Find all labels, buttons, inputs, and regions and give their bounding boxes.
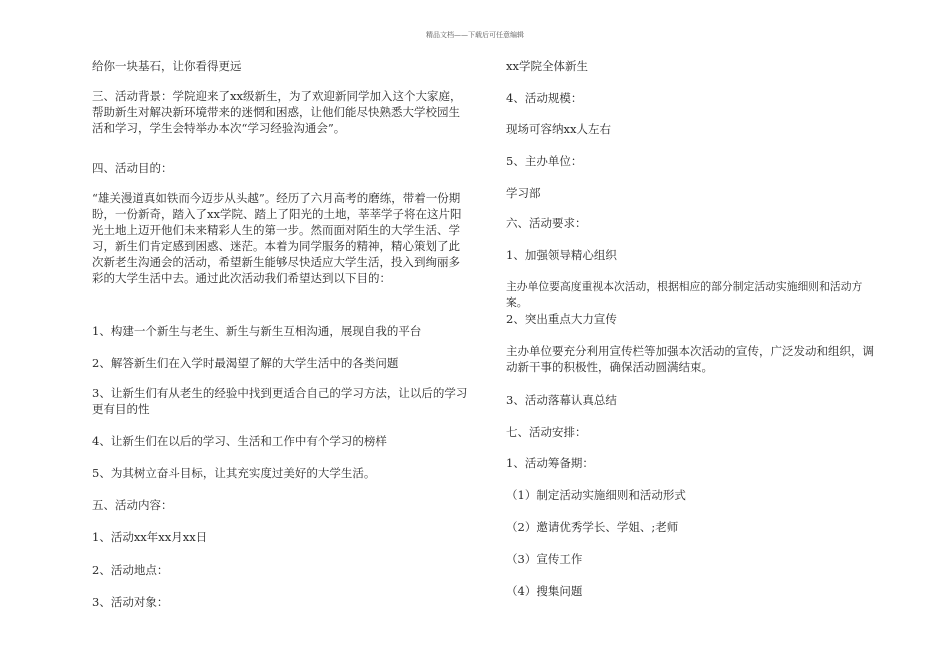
paragraph: 主办单位要充分利用宣传栏等加强本次活动的宣传，广泛发动和组织，调动新干事的积极性，确保活动圆满结束。 (506, 344, 874, 374)
list-item: 4、让新生们在以后的学习、生活和工作中有个学习的榜样 (92, 434, 387, 448)
list-item: 1、活动筹备期： (506, 456, 594, 470)
header-note: 精品文档——下载后可任意编辑 (426, 31, 524, 39)
list-item: 3、活动落幕认真总结 (506, 393, 617, 407)
paragraph: 学习部 (506, 186, 541, 200)
paragraph: 四、活动目的： (92, 161, 173, 175)
list-item: （4）搜集问题 (506, 584, 583, 598)
list-item: 5、主办单位： (506, 154, 583, 168)
list-item: 1、活动xx年xx月xx日 (92, 530, 208, 544)
list-item: 1、构建一个新生与老生、新生与新生互相沟通，展现自我的平台 (92, 324, 422, 338)
list-item: 5、为其树立奋斗目标，让其充实度过美好的大学生活。 (92, 466, 376, 480)
list-item: 2、活动地点： (92, 563, 169, 577)
paragraph: 给你一块基石，让你看得更远 (92, 59, 242, 73)
list-item: （3）宣传工作 (506, 552, 583, 566)
paragraph: 三、活动背景：学院迎来了xx级新生，为了欢迎新同学加入这个大家庭，帮助新生对解决新环境带来的迷惘和困惑，让他们能尽快熟悉大学校园生活和学习，学生会特举办本次“学习经验沟通会”。 (92, 89, 462, 135)
list-item: 2、突出重点大力宣传 (506, 312, 617, 326)
paragraph: xx学院全体新生 (506, 59, 588, 73)
list-item: （2）邀请优秀学长、学姐、;老师 (506, 520, 679, 534)
section-heading: 七、活动安排： (506, 425, 587, 439)
list-item: （1）制定活动实施细则和活动形式 (506, 488, 686, 502)
list-item: 2、解答新生们在入学时最渴望了解的大学生活中的各类问题 (92, 356, 399, 370)
list-item: 1、加强领导精心组织 (506, 248, 617, 262)
list-item: 3、让新生们有从老生的经验中找到更适合自己的学习方法，让以后的学习更有目的性 (92, 386, 468, 416)
list-item: 3、活动对象： (92, 595, 169, 609)
section-heading: 五、活动内容： (92, 498, 173, 512)
list-item: 4、活动规模： (506, 91, 583, 105)
paragraph: 主办单位要高度重视本次活动，根据相应的部分制定活动实施细则和活动方案。 (506, 280, 863, 309)
section-heading: 六、活动要求： (506, 216, 587, 230)
paragraph: “雄关漫道真如铁而今迈步从头越”。经历了六月高考的磨练，带着一份期盼，一份新奇，踏入了xx学院、踏上了阳光的土地，莘莘学子将在这片阳光土地上迈开他们未来精彩人生的第一步。然而面对陌生的大学生活、学习，新生们肯定感到困惑、迷茫。本着为同学服务的精神，精心策划了此次新老生沟通会的活动，希望新生能够尽快适应大学生活，投入到绚丽多彩的大学生活中去。通过此次活动我们希望达到以下目的： (92, 191, 462, 285)
paragraph: 现场可容纳xx人左右 (506, 122, 611, 136)
